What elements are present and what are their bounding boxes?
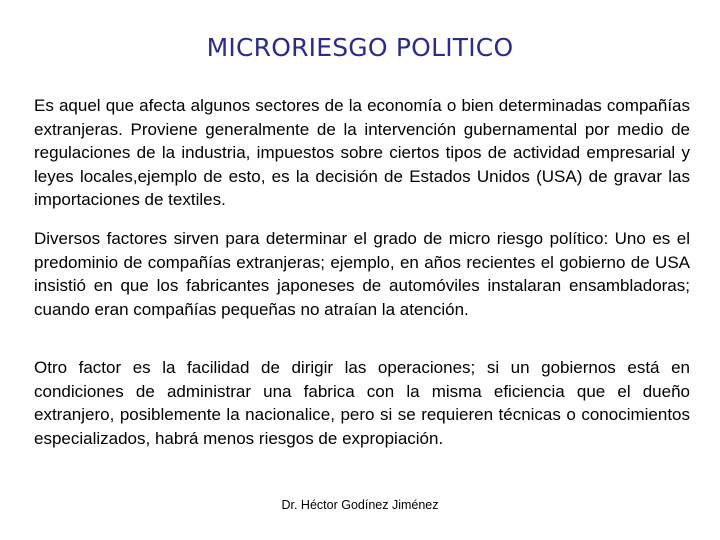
paragraph-definition: Es aquel que afecta algunos sectores de la economía o bien determinadas compañías extranjeras. Proviene generalmente de la intervención gubernamental por medio de regulaciones de la industria, impuestos sobre ciertos tipos de actividad empresarial y leyes locales,ejemplo de esto, es la decisión de Estados Unidos (USA) de gravar las importaciones de textiles. [34,96,690,209]
paragraph-factors: Diversos factores sirven para determinar el grado de micro riesgo político: Uno es el predominio de compañías extranjeras; ejemplo, en años recientes el gobierno de USA insistió en que los fabricantes japoneses de automóviles instalaran ensambladoras; cuando eran compañías pequeñas no atraían la atención. [34,229,690,319]
slide-title: MICRORIESGO POLITICO [206,33,514,62]
paragraph-operations: Otro factor es la facilidad de dirigir las operaciones; si un gobiernos está en condiciones de administrar una fabrica con la misma eficiencia que el dueño extranjero, posiblemente la nacionalice, pero si se requieren técnicas o conocimientos especializados, habrá menos riesgos de expropiación. [34,358,690,448]
author-footer: Dr. Héctor Godínez Jiménez [281,498,439,512]
